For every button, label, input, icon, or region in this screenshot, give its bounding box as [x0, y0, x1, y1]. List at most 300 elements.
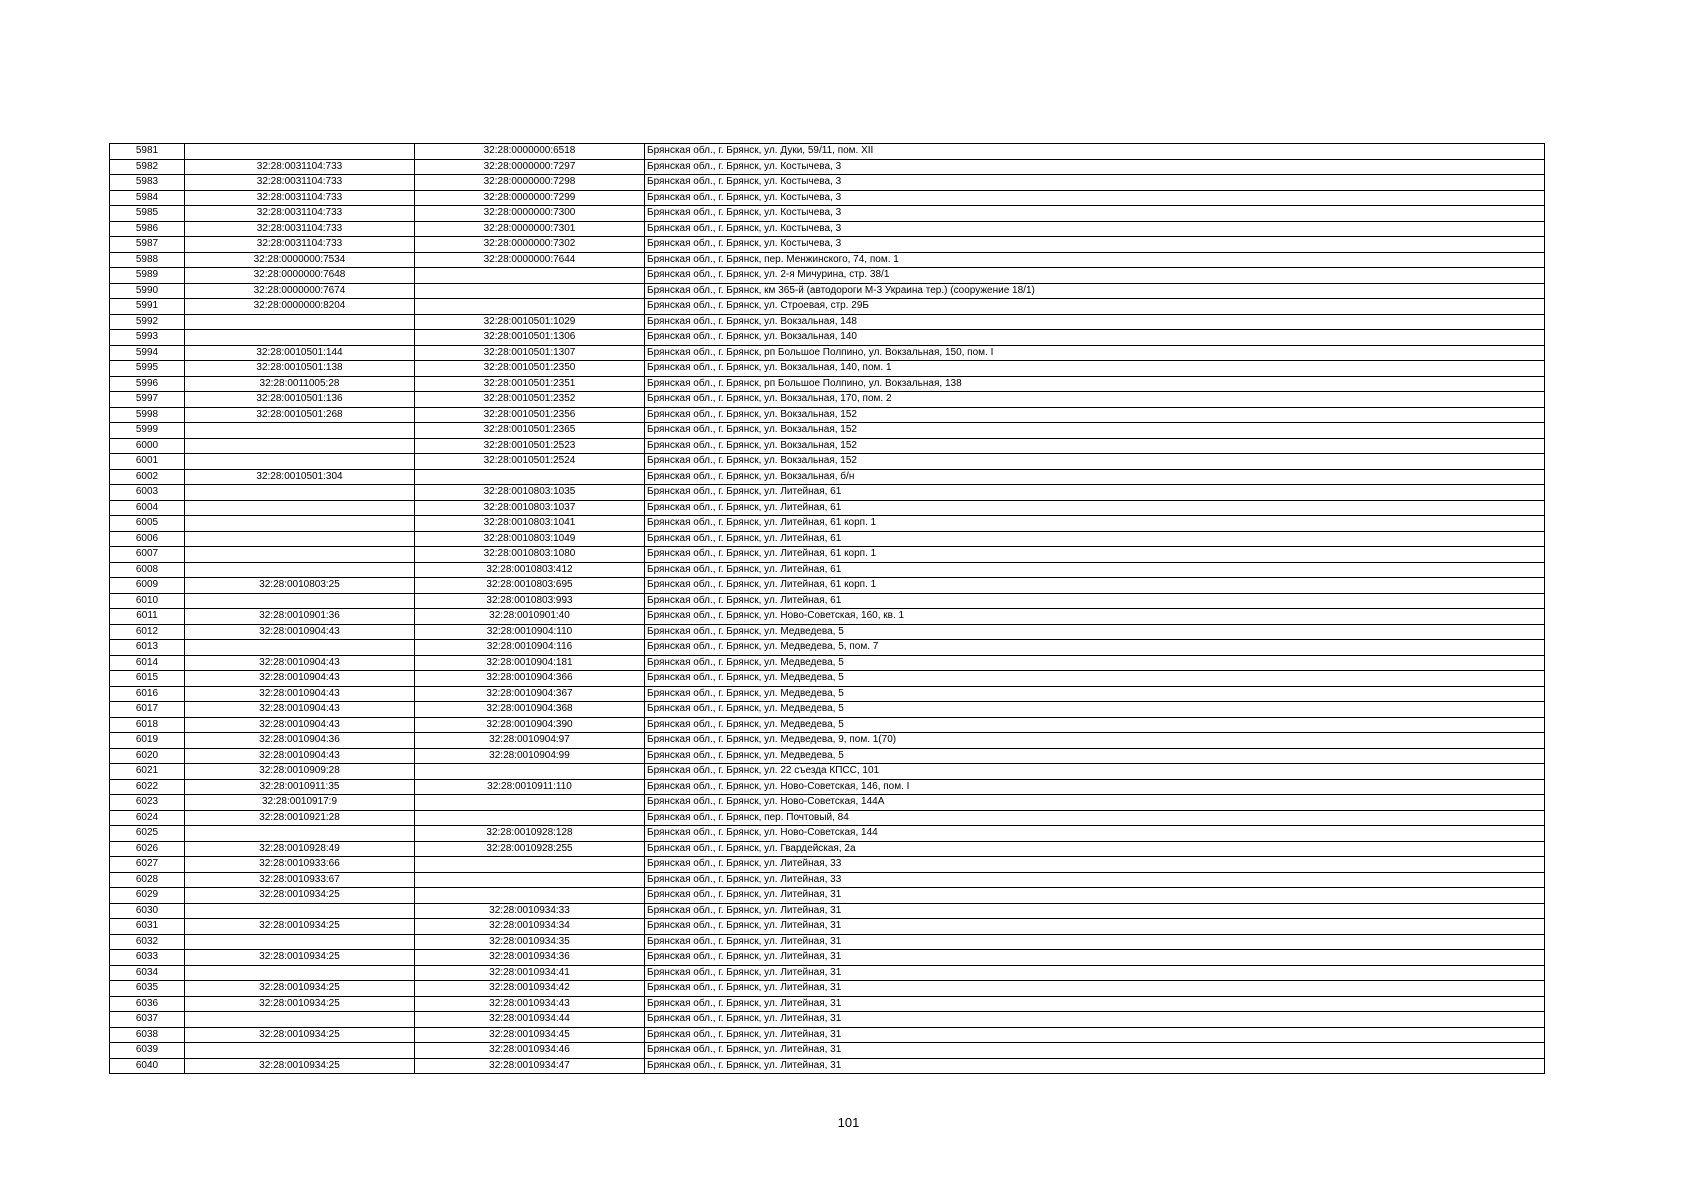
table-row [110, 965, 1545, 981]
row-number-cell: 5985 [110, 206, 185, 222]
row-number-cell: 6002 [110, 469, 185, 485]
cadastral-number-cell: 32:28:0000000:6518 [415, 144, 645, 160]
cadastral-number-cell: 32:28:0010803:412 [415, 562, 645, 578]
cadastral-number-cell: 32:28:0010934:41 [415, 965, 645, 981]
cadastral-number-cell: 32:28:0000000:7644 [415, 252, 645, 268]
parcel-number-cell: 32:28:0010904:43 [185, 686, 415, 702]
table-row [110, 686, 1545, 702]
parcel-number-cell: 32:28:0010934:25 [185, 981, 415, 997]
row-number-cell: 6032 [110, 934, 185, 950]
address-cell: Брянская обл., г. Брянск, ул. 2-я Мичурина, стр. 38/1 [645, 268, 1545, 284]
address-cell: Брянская обл., г. Брянск, ул. Медведева, 5 [645, 702, 1545, 718]
row-number-cell: 6022 [110, 779, 185, 795]
address-cell: Брянская обл., г. Брянск, ул. Ново-Советская, 144 [645, 826, 1545, 842]
table-row [110, 934, 1545, 950]
table-row [110, 531, 1545, 547]
table-row [110, 454, 1545, 470]
address-cell: Брянская обл., г. Брянск, ул. Литейная, 31 [645, 981, 1545, 997]
table-row [110, 438, 1545, 454]
row-number-cell: 6020 [110, 748, 185, 764]
address-cell: Брянская обл., г. Брянск, ул. Костычева, 3 [645, 221, 1545, 237]
parcel-number-cell: 32:28:0010904:43 [185, 702, 415, 718]
address-cell: Брянская обл., г. Брянск, км 365-й (автодороги М-3 Украина тер.) (сооружение 18/1) [645, 283, 1545, 299]
cadastral-number-cell [415, 872, 645, 888]
address-cell: Брянская обл., г. Брянск, ул. Ново-Советская, 160, кв. 1 [645, 609, 1545, 625]
parcel-number-cell: 32:28:0010934:25 [185, 996, 415, 1012]
address-cell: Брянская обл., г. Брянск, ул. Литейная, 61 [645, 485, 1545, 501]
parcel-number-cell: 32:28:0010501:144 [185, 345, 415, 361]
parcel-number-cell: 32:28:0010933:66 [185, 857, 415, 873]
table-row [110, 221, 1545, 237]
row-number-cell: 5992 [110, 314, 185, 330]
parcel-number-cell: 32:28:0010904:43 [185, 717, 415, 733]
table-row [110, 392, 1545, 408]
address-cell: Брянская обл., г. Брянск, ул. Литейная, 61 [645, 531, 1545, 547]
address-cell: Брянская обл., г. Брянск, ул. Литейная, 31 [645, 965, 1545, 981]
address-cell: Брянская обл., г. Брянск, ул. Вокзальная, 152 [645, 407, 1545, 423]
parcel-number-cell [185, 516, 415, 532]
parcel-number-cell: 32:28:0031104:733 [185, 190, 415, 206]
table-row [110, 485, 1545, 501]
row-number-cell: 6008 [110, 562, 185, 578]
cadastral-number-cell: 32:28:0010901:40 [415, 609, 645, 625]
row-number-cell: 5993 [110, 330, 185, 346]
parcel-number-cell: 32:28:0010921:28 [185, 810, 415, 826]
address-cell: Брянская обл., г. Брянск, пер. Менжинского, 74, пом. 1 [645, 252, 1545, 268]
address-cell: Брянская обл., г. Брянск, ул. Вокзальная, 152 [645, 454, 1545, 470]
table-row [110, 283, 1545, 299]
address-cell: Брянская обл., г. Брянск, ул. Литейная, 31 [645, 1043, 1545, 1059]
parcel-number-cell [185, 965, 415, 981]
parcel-number-cell: 32:28:0010501:268 [185, 407, 415, 423]
cadastral-number-cell: 32:28:0010904:97 [415, 733, 645, 749]
address-cell: Брянская обл., г. Брянск, ул. Костычева, 3 [645, 206, 1545, 222]
address-cell: Брянская обл., г. Брянск, ул. Вокзальная, 152 [645, 438, 1545, 454]
row-number-cell: 5999 [110, 423, 185, 439]
row-number-cell: 6000 [110, 438, 185, 454]
table-row [110, 578, 1545, 594]
address-cell: Брянская обл., г. Брянск, ул. Вокзальная, 152 [645, 423, 1545, 439]
table-body [110, 144, 1545, 1074]
cadastral-number-cell: 32:28:0010803:1041 [415, 516, 645, 532]
address-cell: Брянская обл., г. Брянск, ул. Литейная, 31 [645, 919, 1545, 935]
row-number-cell: 6025 [110, 826, 185, 842]
table-row [110, 423, 1545, 439]
cadastral-number-cell: 32:28:0010501:2365 [415, 423, 645, 439]
table-row [110, 500, 1545, 516]
row-number-cell: 6010 [110, 593, 185, 609]
cadastral-number-cell: 32:28:0010934:45 [415, 1027, 645, 1043]
table-row [110, 981, 1545, 997]
address-cell: Брянская обл., г. Брянск, ул. Литейная, 61 [645, 562, 1545, 578]
table-row [110, 1043, 1545, 1059]
row-number-cell: 6033 [110, 950, 185, 966]
cadastral-number-cell: 32:28:0000000:7300 [415, 206, 645, 222]
address-cell: Брянская обл., г. Брянск, ул. Вокзальная, б/н [645, 469, 1545, 485]
address-cell: Брянская обл., г. Брянск, ул. Литейная, 61 корп. 1 [645, 547, 1545, 563]
address-cell: Брянская обл., г. Брянск, ул. Вокзальная, 140, пом. 1 [645, 361, 1545, 377]
parcel-number-cell: 32:28:0010904:43 [185, 624, 415, 640]
cadastral-number-cell: 32:28:0010501:2523 [415, 438, 645, 454]
table-row [110, 361, 1545, 377]
row-number-cell: 6031 [110, 919, 185, 935]
parcel-number-cell: 32:28:0031104:733 [185, 159, 415, 175]
table-row [110, 748, 1545, 764]
cadastral-number-cell: 32:28:0000000:7301 [415, 221, 645, 237]
parcel-number-cell: 32:28:0000000:8204 [185, 299, 415, 315]
address-cell: Брянская обл., г. Брянск, ул. Литейная, 61 корп. 1 [645, 578, 1545, 594]
address-cell: Брянская обл., г. Брянск, ул. Ново-Советская, 146, пом. I [645, 779, 1545, 795]
parcel-number-cell [185, 1043, 415, 1059]
address-cell: Брянская обл., г. Брянск, ул. Ново-Советская, 144А [645, 795, 1545, 811]
row-number-cell: 6039 [110, 1043, 185, 1059]
parcel-number-cell [185, 1012, 415, 1028]
cadastral-number-cell: 32:28:0010501:2352 [415, 392, 645, 408]
address-cell: Брянская обл., г. Брянск, ул. Литейная, 31 [645, 1027, 1545, 1043]
table-row [110, 1012, 1545, 1028]
table-row [110, 237, 1545, 253]
address-cell: Брянская обл., г. Брянск, ул. Медведева, 5 [645, 717, 1545, 733]
table-row [110, 1027, 1545, 1043]
row-number-cell: 5987 [110, 237, 185, 253]
cadastral-number-cell [415, 795, 645, 811]
row-number-cell: 6009 [110, 578, 185, 594]
cadastral-number-cell [415, 469, 645, 485]
row-number-cell: 5984 [110, 190, 185, 206]
cadastral-number-cell: 32:28:0010803:993 [415, 593, 645, 609]
row-number-cell: 5991 [110, 299, 185, 315]
cadastral-number-cell [415, 764, 645, 780]
parcel-number-cell [185, 640, 415, 656]
parcel-number-cell [185, 903, 415, 919]
table-row [110, 671, 1545, 687]
address-cell: Брянская обл., г. Брянск, ул. Медведева, 5 [645, 655, 1545, 671]
table-row [110, 888, 1545, 904]
row-number-cell: 6005 [110, 516, 185, 532]
row-number-cell: 6019 [110, 733, 185, 749]
parcel-number-cell: 32:28:0010904:43 [185, 748, 415, 764]
row-number-cell: 6029 [110, 888, 185, 904]
table-row [110, 159, 1545, 175]
row-number-cell: 6028 [110, 872, 185, 888]
row-number-cell: 5998 [110, 407, 185, 423]
row-number-cell: 6034 [110, 965, 185, 981]
table-row [110, 764, 1545, 780]
address-cell: Брянская обл., г. Брянск, ул. Медведева, 5 [645, 686, 1545, 702]
address-cell: Брянская обл., г. Брянск, ул. Медведева, 5 [645, 748, 1545, 764]
table-row [110, 407, 1545, 423]
parcel-number-cell [185, 485, 415, 501]
address-cell: Брянская обл., г. Брянск, ул. Литейная, 61 [645, 593, 1545, 609]
cadastral-number-cell: 32:28:0010934:42 [415, 981, 645, 997]
parcel-number-cell [185, 144, 415, 160]
parcel-number-cell [185, 593, 415, 609]
cadastral-number-cell: 32:28:0010934:44 [415, 1012, 645, 1028]
parcel-number-cell: 32:28:0010501:136 [185, 392, 415, 408]
cadastral-number-cell: 32:28:0010501:2351 [415, 376, 645, 392]
row-number-cell: 6007 [110, 547, 185, 563]
row-number-cell: 6014 [110, 655, 185, 671]
address-cell: Брянская обл., г. Брянск, ул. Костычева, 3 [645, 237, 1545, 253]
row-number-cell: 5990 [110, 283, 185, 299]
address-cell: Брянская обл., г. Брянск, ул. Вокзальная, 148 [645, 314, 1545, 330]
row-number-cell: 6040 [110, 1058, 185, 1074]
parcel-number-cell: 32:28:0010803:25 [185, 578, 415, 594]
row-number-cell: 6021 [110, 764, 185, 780]
row-number-cell: 6035 [110, 981, 185, 997]
table-row [110, 996, 1545, 1012]
row-number-cell: 6016 [110, 686, 185, 702]
table-row [110, 624, 1545, 640]
table-row [110, 640, 1545, 656]
parcel-number-cell: 32:28:0031104:733 [185, 237, 415, 253]
cadastral-number-cell: 32:28:0010904:99 [415, 748, 645, 764]
row-number-cell: 6038 [110, 1027, 185, 1043]
address-cell: Брянская обл., г. Брянск, ул. Медведева, 9, пом. 1(70) [645, 733, 1545, 749]
row-number-cell: 6017 [110, 702, 185, 718]
address-cell: Брянская обл., г. Брянск, ул. Медведева, 5, пом. 7 [645, 640, 1545, 656]
address-cell: Брянская обл., г. Брянск, ул. Литейная, 33 [645, 872, 1545, 888]
row-number-cell: 5981 [110, 144, 185, 160]
row-number-cell: 6018 [110, 717, 185, 733]
address-cell: Брянская обл., г. Брянск, пер. Почтовый, 84 [645, 810, 1545, 826]
cadastral-number-cell: 32:28:0010934:43 [415, 996, 645, 1012]
table-row [110, 841, 1545, 857]
cadastral-number-cell: 32:28:0010803:1035 [415, 485, 645, 501]
parcel-number-cell [185, 500, 415, 516]
address-cell: Брянская обл., г. Брянск, ул. Строевая, стр. 29Б [645, 299, 1545, 315]
table-row [110, 562, 1545, 578]
parcel-number-cell: 32:28:0010911:35 [185, 779, 415, 795]
cadastral-number-cell: 32:28:0010934:46 [415, 1043, 645, 1059]
cadastral-number-cell: 32:28:0010911:110 [415, 779, 645, 795]
row-number-cell: 5988 [110, 252, 185, 268]
cadastral-number-cell: 32:28:0010803:1080 [415, 547, 645, 563]
parcel-number-cell: 32:28:0000000:7674 [185, 283, 415, 299]
cadastral-number-cell: 32:28:0010904:390 [415, 717, 645, 733]
parcel-number-cell: 32:28:0010928:49 [185, 841, 415, 857]
cadastral-number-cell [415, 810, 645, 826]
parcel-number-cell: 32:28:0011005:28 [185, 376, 415, 392]
table-row [110, 872, 1545, 888]
address-cell: Брянская обл., г. Брянск, ул. Литейная, 31 [645, 1058, 1545, 1074]
parcel-number-cell: 32:28:0031104:733 [185, 175, 415, 191]
table-row [110, 314, 1545, 330]
row-number-cell: 6024 [110, 810, 185, 826]
address-cell: Брянская обл., г. Брянск, ул. Медведева, 5 [645, 671, 1545, 687]
cadastral-number-cell: 32:28:0010501:1306 [415, 330, 645, 346]
parcel-number-cell: 32:28:0010901:36 [185, 609, 415, 625]
table-row [110, 175, 1545, 191]
table-row [110, 516, 1545, 532]
row-number-cell: 5986 [110, 221, 185, 237]
address-cell: Брянская обл., г. Брянск, рп Большое Полпино, ул. Вокзальная, 138 [645, 376, 1545, 392]
row-number-cell: 6012 [110, 624, 185, 640]
table-row [110, 795, 1545, 811]
row-number-cell: 6013 [110, 640, 185, 656]
table-row [110, 299, 1545, 315]
row-number-cell: 6027 [110, 857, 185, 873]
parcel-number-cell [185, 547, 415, 563]
cadastral-number-cell: 32:28:0000000:7297 [415, 159, 645, 175]
address-cell: Брянская обл., г. Брянск, ул. Дуки, 59/11, пом. XII [645, 144, 1545, 160]
parcel-number-cell [185, 423, 415, 439]
table-row [110, 469, 1545, 485]
address-cell: Брянская обл., г. Брянск, ул. 22 съезда КПСС, 101 [645, 764, 1545, 780]
row-number-cell: 5982 [110, 159, 185, 175]
address-cell: Брянская обл., г. Брянск, ул. Костычева, 3 [645, 175, 1545, 191]
cadastral-number-cell: 32:28:0010803:1049 [415, 531, 645, 547]
parcel-number-cell: 32:28:0010934:25 [185, 888, 415, 904]
parcel-number-cell: 32:28:0010909:28 [185, 764, 415, 780]
table-row [110, 609, 1545, 625]
table-row [110, 717, 1545, 733]
table-row [110, 826, 1545, 842]
address-cell: Брянская обл., г. Брянск, ул. Литейная, 33 [645, 857, 1545, 873]
parcel-number-cell: 32:28:0010934:25 [185, 1027, 415, 1043]
table-row [110, 950, 1545, 966]
cadastral-number-cell: 32:28:0010501:1307 [415, 345, 645, 361]
cadastral-number-cell: 32:28:0010904:116 [415, 640, 645, 656]
parcel-number-cell: 32:28:0010917:9 [185, 795, 415, 811]
table-row [110, 919, 1545, 935]
cadastral-number-cell: 32:28:0010934:47 [415, 1058, 645, 1074]
parcel-number-cell [185, 314, 415, 330]
parcel-number-cell [185, 330, 415, 346]
table-row [110, 268, 1545, 284]
address-cell: Брянская обл., г. Брянск, ул. Литейная, 61 корп. 1 [645, 516, 1545, 532]
cadastral-number-cell [415, 299, 645, 315]
cadastral-number-cell: 32:28:0010501:2524 [415, 454, 645, 470]
cadastral-number-cell: 32:28:0000000:7302 [415, 237, 645, 253]
row-number-cell: 5989 [110, 268, 185, 284]
cadastral-number-cell [415, 888, 645, 904]
address-cell: Брянская обл., г. Брянск, ул. Литейная, 31 [645, 888, 1545, 904]
address-cell: Брянская обл., г. Брянск, ул. Вокзальная, 140 [645, 330, 1545, 346]
row-number-cell: 6036 [110, 996, 185, 1012]
parcel-number-cell [185, 562, 415, 578]
cadastral-number-cell [415, 268, 645, 284]
table-row [110, 376, 1545, 392]
parcel-number-cell [185, 454, 415, 470]
table-row [110, 144, 1545, 160]
address-cell: Брянская обл., г. Брянск, ул. Литейная, 31 [645, 934, 1545, 950]
address-cell: Брянская обл., г. Брянск, ул. Гвардейская, 2а [645, 841, 1545, 857]
address-cell: Брянская обл., г. Брянск, ул. Литейная, 31 [645, 1012, 1545, 1028]
row-number-cell: 6006 [110, 531, 185, 547]
table-row [110, 903, 1545, 919]
table-row [110, 655, 1545, 671]
table-row [110, 547, 1545, 563]
cadastral-number-cell: 32:28:0010934:33 [415, 903, 645, 919]
table-row [110, 857, 1545, 873]
address-cell: Брянская обл., г. Брянск, ул. Вокзальная, 170, пом. 2 [645, 392, 1545, 408]
row-number-cell: 5994 [110, 345, 185, 361]
parcel-number-cell: 32:28:0010934:25 [185, 1058, 415, 1074]
page-number: 101 [837, 1115, 860, 1130]
row-number-cell: 5997 [110, 392, 185, 408]
cadastral-number-cell [415, 857, 645, 873]
table-row [110, 810, 1545, 826]
cadastral-number-cell [415, 283, 645, 299]
table-row [110, 330, 1545, 346]
table-row [110, 593, 1545, 609]
address-cell: Брянская обл., г. Брянск, ул. Костычева, 3 [645, 190, 1545, 206]
cadastral-number-cell: 32:28:0010501:2350 [415, 361, 645, 377]
parcel-number-cell: 32:28:0010501:138 [185, 361, 415, 377]
table-row [110, 733, 1545, 749]
parcel-number-cell: 32:28:0010904:43 [185, 655, 415, 671]
cadastral-number-cell: 32:28:0000000:7299 [415, 190, 645, 206]
address-cell: Брянская обл., г. Брянск, ул. Медведева, 5 [645, 624, 1545, 640]
table-row [110, 252, 1545, 268]
parcel-number-cell [185, 826, 415, 842]
cadastral-number-cell: 32:28:0010928:128 [415, 826, 645, 842]
row-number-cell: 6037 [110, 1012, 185, 1028]
cadastral-number-cell: 32:28:0010501:2356 [415, 407, 645, 423]
parcel-number-cell [185, 438, 415, 454]
table-row [110, 206, 1545, 222]
parcel-number-cell: 32:28:0010933:67 [185, 872, 415, 888]
address-cell: Брянская обл., г. Брянск, ул. Костычева, 3 [645, 159, 1545, 175]
address-cell: Брянская обл., г. Брянск, ул. Литейная, 31 [645, 996, 1545, 1012]
row-number-cell: 6023 [110, 795, 185, 811]
parcel-number-cell [185, 531, 415, 547]
cadastral-number-cell: 32:28:0010904:366 [415, 671, 645, 687]
parcel-number-cell [185, 934, 415, 950]
cadastral-number-cell: 32:28:0010904:181 [415, 655, 645, 671]
row-number-cell: 6026 [110, 841, 185, 857]
cadastral-number-cell: 32:28:0010934:36 [415, 950, 645, 966]
cadastral-number-cell: 32:28:0010934:35 [415, 934, 645, 950]
row-number-cell: 5996 [110, 376, 185, 392]
parcel-number-cell: 32:28:0010934:25 [185, 950, 415, 966]
row-number-cell: 5983 [110, 175, 185, 191]
parcel-number-cell: 32:28:0031104:733 [185, 221, 415, 237]
parcel-number-cell: 32:28:0010934:25 [185, 919, 415, 935]
row-number-cell: 6011 [110, 609, 185, 625]
row-number-cell: 6030 [110, 903, 185, 919]
address-cell: Брянская обл., г. Брянск, ул. Литейная, 61 [645, 500, 1545, 516]
table-row [110, 345, 1545, 361]
row-number-cell: 5995 [110, 361, 185, 377]
table-row [110, 1058, 1545, 1074]
row-number-cell: 6004 [110, 500, 185, 516]
parcel-number-cell: 32:28:0010904:43 [185, 671, 415, 687]
row-number-cell: 6001 [110, 454, 185, 470]
cadastral-number-cell: 32:28:0010904:368 [415, 702, 645, 718]
cadastral-number-cell: 32:28:0000000:7298 [415, 175, 645, 191]
parcel-number-cell: 32:28:0010904:36 [185, 733, 415, 749]
address-cell: Брянская обл., г. Брянск, ул. Литейная, 31 [645, 903, 1545, 919]
table-row [110, 702, 1545, 718]
parcel-number-cell: 32:28:0000000:7648 [185, 268, 415, 284]
cadastral-number-cell: 32:28:0010803:695 [415, 578, 645, 594]
cadastral-number-cell: 32:28:0010501:1029 [415, 314, 645, 330]
parcel-number-cell: 32:28:0031104:733 [185, 206, 415, 222]
cadastral-number-cell: 32:28:0010904:367 [415, 686, 645, 702]
property-registry-table [109, 143, 1545, 1074]
table-row [110, 190, 1545, 206]
cadastral-number-cell: 32:28:0010904:110 [415, 624, 645, 640]
parcel-number-cell: 32:28:0010501:304 [185, 469, 415, 485]
address-cell: Брянская обл., г. Брянск, рп Большое Полпино, ул. Вокзальная, 150, пом. I [645, 345, 1545, 361]
cadastral-number-cell: 32:28:0010803:1037 [415, 500, 645, 516]
row-number-cell: 6003 [110, 485, 185, 501]
row-number-cell: 6015 [110, 671, 185, 687]
cadastral-number-cell: 32:28:0010928:255 [415, 841, 645, 857]
parcel-number-cell: 32:28:0000000:7534 [185, 252, 415, 268]
